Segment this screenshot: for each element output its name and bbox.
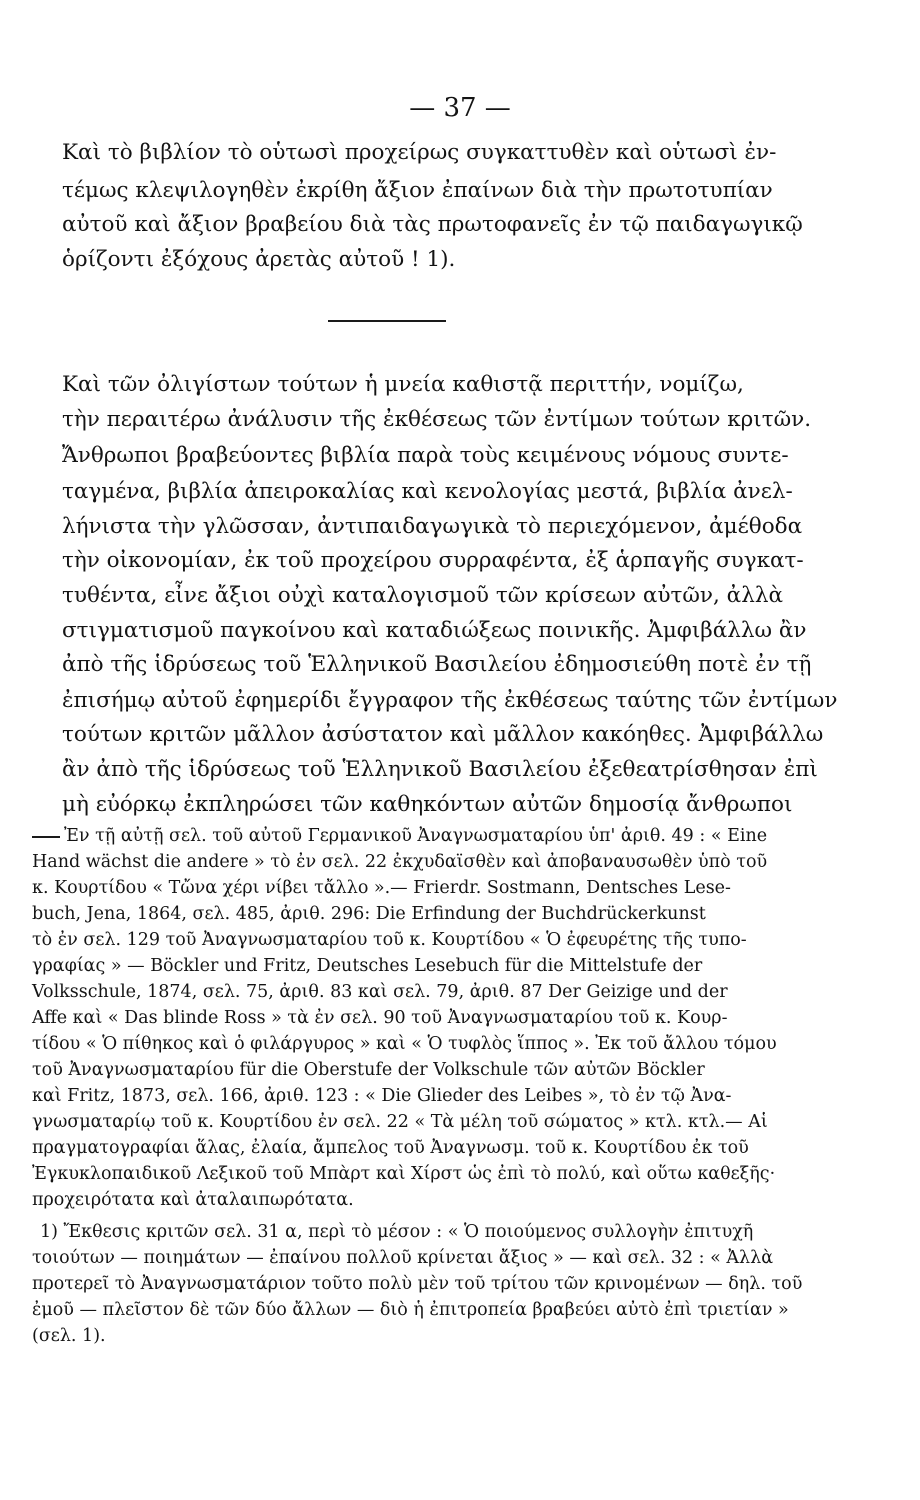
- text-line: Καὶ τῶν ὀλιγίστων τούτων ἡ μνεία καθιστᾷ περιττήν, νομίζω,: [62, 372, 744, 397]
- footnote-line: [32, 826, 828, 846]
- footnote-line: καὶ Fritz, 1873, σελ. 166, ἀριθ. 123 : « Die Glieder des Leibes », τὸ ἐν τῷ Ἀνα-: [32, 1086, 732, 1106]
- footnote-line: προχειρότατα καὶ ἀταλαιπωρότατα.: [32, 1190, 354, 1210]
- footnote-line: Ἐγκυκλοπαιδικοῦ Λεξικοῦ τοῦ Μπὰρτ καὶ Χίρστ ὡς ἐπὶ τὸ πολύ, καὶ οὕτω καθεξῆς·: [32, 1164, 776, 1184]
- text-line: Ἄνθρωποι βραβεύοντες βιβλία παρὰ τοὺς κειμένους νόμους συντε-: [62, 443, 789, 468]
- footnote-line: κ. Κουρτίδου « Τὤνα χέρι νίβει τἄλλο ».— Frierdr. Sostmann, Dentsches Lese-: [32, 878, 731, 898]
- footnote-text: Ἐν τῇ αὐτῇ σελ. τοῦ αὐτοῦ Γερμανικοῦ Ἀναγνωσματαρίου ὑπ' ἀριθ. 49 : « Eine: [64, 826, 768, 846]
- text-line: ταγμένα, βιβλία ἀπειροκαλίας καὶ κενολογίας μεστά, βιβλία ἀνελ-: [62, 479, 793, 504]
- text-line: ἂν ἀπὸ τῆς ἱδρύσεως τοῦ Ἑλληνικοῦ Βασιλείου ἐξεθεατρίσθησαν ἐπὶ: [62, 757, 818, 782]
- footnote-line: 1) Ἔκθεσις κριτῶν σελ. 31 α, περὶ τὸ μέσον : « Ὁ ποιούμενος συλλογὴν ἐπιτυχῆ: [40, 1222, 754, 1242]
- footnote-line: προτερεῖ τὸ Ἀναγνωσματάριον τοῦτο πολὺ μὲν τοῦ τρίτου τῶν κρινομένων — δηλ. τοῦ: [32, 1274, 803, 1294]
- text-line: λήνιστα τὴν γλῶσσαν, ἀντιπαιδαγωγικὰ τὸ περιεχόμενον, ἀμέθοδα: [62, 514, 803, 539]
- footnote-line: buch, Jena, 1864, σελ. 485, ἀριθ. 296: Die Erfindung der Buchdrückerkunst: [32, 904, 706, 924]
- text-line: τέμως κλεψιλογηθὲν ἐκρίθη ἄξιον ἐπαίνων διὰ τὴν πρωτοτυπίαν: [62, 178, 773, 203]
- footnote-line: τοῦ Ἀναγνωσματαρίου für die Oberstufe der Volkschule τῶν αὐτῶν Böckler: [32, 1060, 705, 1080]
- footnote-line: τὸ ἐν σελ. 129 τοῦ Ἀναγνωσματαρίου τοῦ κ. Κουρτίδου « Ὁ ἐφευρέτης τῆς τυπο-: [32, 930, 747, 950]
- text-line: μὴ εὐόρκῳ ἐκπληρώσει τῶν καθηκόντων αὐτῶν δημοσίᾳ ἄνθρωποι: [62, 792, 793, 817]
- text-line: τὴν οἰκονομίαν, ἐκ τοῦ προχείρου συρραφέντα, ἐξ ἁρπαγῆς συγκατ-: [62, 548, 804, 573]
- footnote-line: πραγματογραφίαι ἅλας, ἐλαία, ἄμπελος τοῦ Ἀναγνωσμ. τοῦ κ. Κουρτίδου ἐκ τοῦ: [32, 1138, 749, 1158]
- footnote-line: τίδου « Ὁ πίθηκος καὶ ὁ φιλάργυρος » καὶ « Ὁ τυφλὸς ἵππος ». Ἐκ τοῦ ἄλλου τόμου: [32, 1034, 777, 1054]
- footnote-line: (σελ. 1).: [32, 1326, 106, 1346]
- text-line: Καὶ τὸ βιβλίον τὸ οὑτωσὶ προχείρως συγκαττυθὲν καὶ οὑτωσὶ ἐν-: [62, 140, 777, 165]
- text-line: ἐπισήμῳ αὐτοῦ ἐφημερίδι ἔγγραφον τῆς ἐκθέσεως ταύτης τῶν ἐντίμων: [62, 688, 838, 713]
- footnote-line: γραφίας » — Böckler und Fritz, Deutsches Lesebuch für die Mittelstufe der: [32, 956, 703, 976]
- text-line: ὁρίζοντι ἐξόχους ἀρετὰς αὐτοῦ ! 1).: [62, 247, 456, 272]
- footnote-line: τοιούτων — ποιημάτων — ἐπαίνου πολλοῦ κρίνεται ἄξιος » — καὶ σελ. 32 : « Ἀλλὰ: [32, 1248, 774, 1268]
- footnote-line: Affe καὶ « Das blinde Ross » τὰ ἐν σελ. 90 τοῦ Ἀναγνωσματαρίου τοῦ κ. Κουρ-: [32, 1008, 728, 1028]
- text-line: τυθέντα, εἶνε ἄξιοι οὐχὶ καταλογισμοῦ τῶν κρίσεων αὐτῶν, ἀλλὰ: [62, 583, 783, 608]
- footnote-line: Volksschule, 1874, σελ. 75, ἀριθ. 83 καὶ σελ. 79, ἀριθ. 87 Der Geizige und der: [32, 982, 728, 1002]
- footnote-line: γνωσματαρίῳ τοῦ κ. Κουρτίδου ἐν σελ. 22 « Τὰ μέλη τοῦ σώματος » κτλ. κτλ.— Αἱ: [32, 1112, 768, 1132]
- footnote-line: ἐμοῦ — πλεῖστον δὲ τῶν δύο ἄλλων — διὸ ἡ ἐπιτροπεία βραβεύει αὐτὸ ἐπὶ τριετίαν »: [32, 1300, 789, 1320]
- footnote-dash: [32, 836, 60, 838]
- text-line: αὐτοῦ καὶ ἄξιον βραβείου διὰ τὰς πρωτοφανεῖς ἐν τῷ παιδαγωγικῷ: [62, 212, 803, 237]
- text-line: τὴν περαιτέρω ἀνάλυσιν τῆς ἐκθέσεως τῶν ἐντίμων τούτων κριτῶν.: [62, 407, 812, 432]
- section-divider: [328, 320, 446, 322]
- text-line: ἀπὸ τῆς ἱδρύσεως τοῦ Ἑλληνικοῦ Βασιλείου ἐδημοσιεύθη ποτὲ ἐν τῇ: [62, 652, 812, 677]
- text-line: τούτων κριτῶν μᾶλλον ἀσύστατον καὶ μᾶλλον κακόηθες. Ἀμφιβάλλω: [62, 722, 824, 747]
- footnote-line: Hand wächst die andere » τὸ ἐν σελ. 22 ἐκχυδαϊσθὲν καὶ ἀποβαναυσωθὲν ὑπὸ τοῦ: [32, 852, 768, 872]
- text-line: στιγματισμοῦ παγκοίνου καὶ καταδιώξεως ποινικῆς. Ἀμφιβάλλω ἂν: [62, 618, 807, 643]
- page-number: — 37 —: [409, 93, 511, 123]
